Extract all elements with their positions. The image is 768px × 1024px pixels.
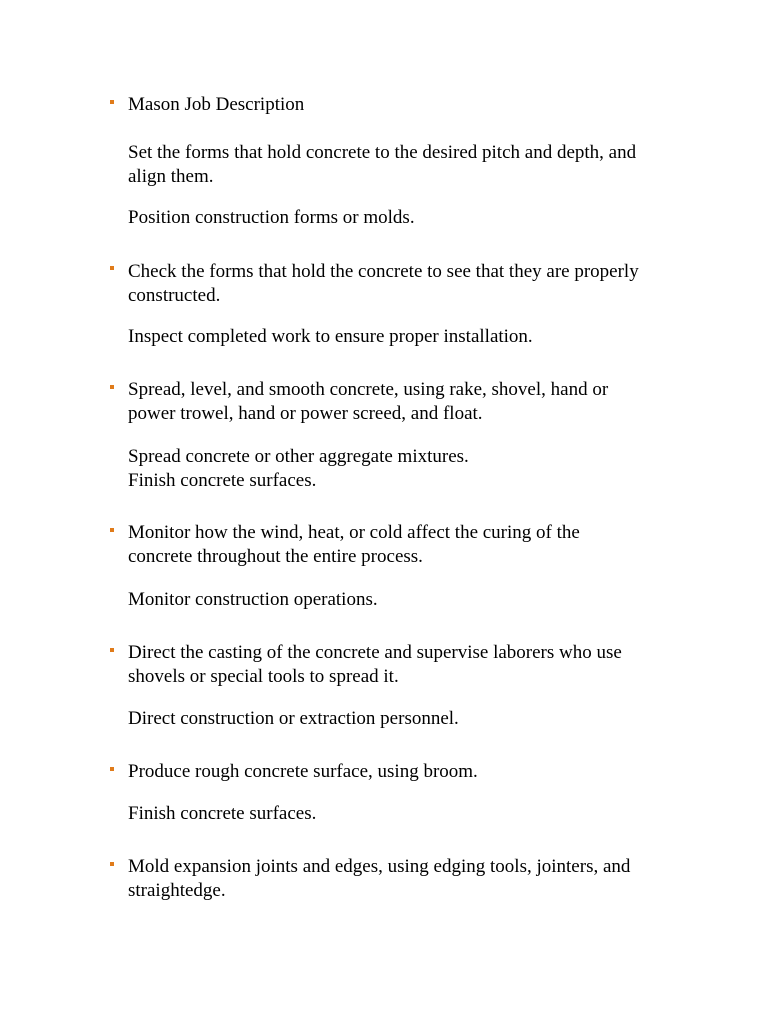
text-line: Inspect completed work to ensure proper installation.	[128, 326, 533, 347]
item-heading	[128, 641, 688, 689]
text-line: Position construction forms or molds.	[128, 207, 415, 228]
text-line: shovels or special tools to spread it.	[128, 666, 399, 687]
text-line: Check the forms that hold the concrete to see that they are properly	[128, 261, 639, 282]
item-paragraph	[128, 141, 688, 189]
bullet-icon	[110, 100, 114, 104]
item-paragraph	[128, 445, 688, 493]
text-line: Spread, level, and smooth concrete, using rake, shovel, hand or	[128, 379, 609, 400]
bullet-icon	[110, 862, 114, 866]
text-line: Finish concrete surfaces.	[128, 470, 317, 491]
item-heading	[128, 93, 688, 117]
text-line: power trowel, hand or power screed, and float.	[128, 403, 483, 424]
text-line: Direct construction or extraction personnel.	[128, 708, 459, 729]
item-heading	[128, 855, 688, 903]
item-paragraph	[128, 707, 688, 731]
text-line: Finish concrete surfaces.	[128, 803, 317, 824]
text-line: Direct the casting of the concrete and supervise laborers who use	[128, 642, 622, 663]
bullet-icon	[110, 266, 114, 270]
item-paragraph	[128, 802, 688, 826]
item-heading	[128, 760, 688, 784]
text-line: Set the forms that hold concrete to the desired pitch and depth, and	[128, 142, 637, 163]
item-paragraph	[128, 206, 688, 230]
bullet-icon	[110, 648, 114, 652]
text-line: Monitor construction operations.	[128, 589, 378, 610]
text-line: align them.	[128, 166, 214, 187]
item-paragraph	[128, 588, 688, 612]
text-line: straightedge.	[128, 880, 226, 901]
bullet-icon	[110, 528, 114, 532]
text-line: Produce rough concrete surface, using broom.	[128, 761, 478, 782]
text-line: constructed.	[128, 285, 221, 306]
text-line: concrete throughout the entire process.	[128, 546, 423, 567]
item-heading	[128, 521, 688, 569]
item-heading	[128, 378, 688, 426]
item-paragraph	[128, 325, 688, 349]
text-line: Spread concrete or other aggregate mixtures.	[128, 446, 469, 467]
text-line: Mason Job Description	[128, 94, 305, 115]
text-line: Mold expansion joints and edges, using edging tools, jointers, and	[128, 856, 631, 877]
bullet-icon	[110, 385, 114, 389]
item-heading	[128, 260, 688, 308]
text-line: Monitor how the wind, heat, or cold affect the curing of the	[128, 522, 580, 543]
bullet-icon	[110, 767, 114, 771]
